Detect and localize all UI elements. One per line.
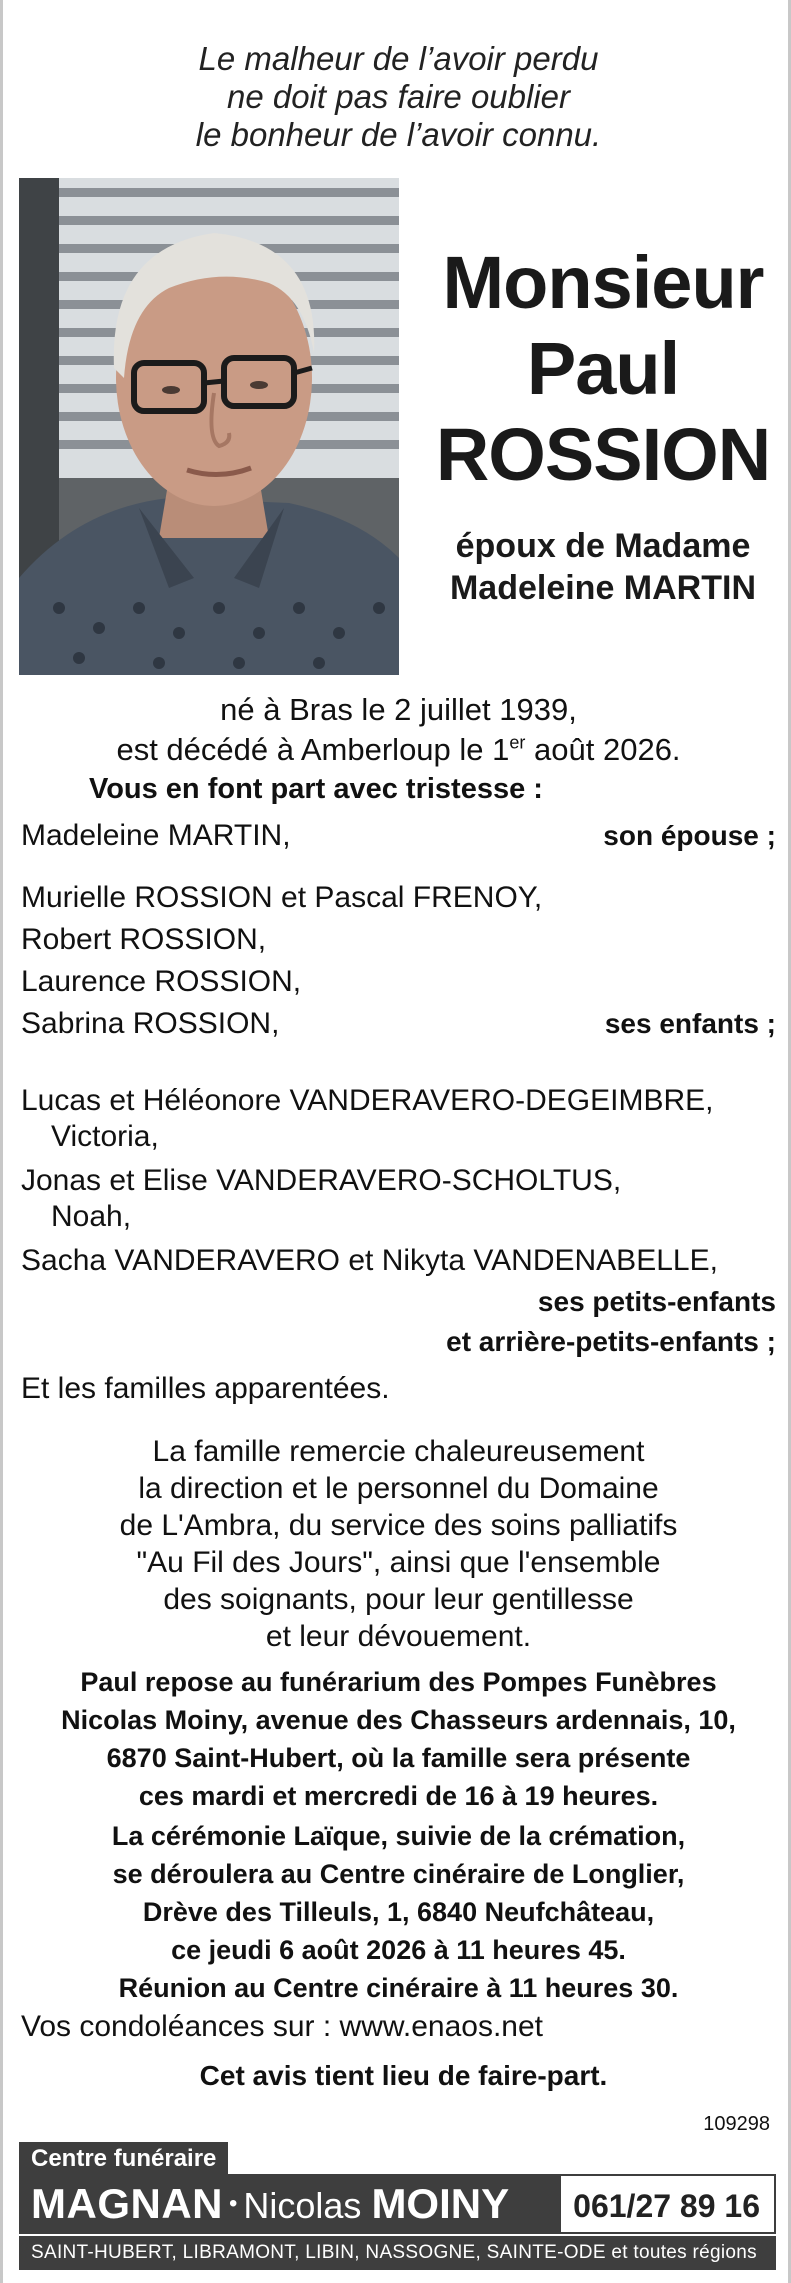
birth-line: né à Bras le 2 juillet 1939, <box>220 692 577 727</box>
grandchildren-section <box>21 1080 776 1410</box>
list-item: Robert ROSSION, <box>21 923 267 956</box>
list-item: Murielle ROSSION et Pascal FRENOY, <box>21 881 543 914</box>
reference-number: 109298 <box>703 2113 770 2135</box>
director-name: Nicolas MOINY <box>243 2180 510 2227</box>
spouse-line: Madeleine MARTIN <box>449 569 757 607</box>
quote-line: ne doit pas faire oublier <box>226 78 571 115</box>
spouse-section <box>21 815 776 857</box>
family-role: et arrière-petits-enfants ; <box>446 1326 776 1357</box>
visitation-paragraph: Paul repose au funérarium des Pompes Funèbres Nicolas Moiny, avenue des Chasseurs ardennais, 10, 6870 Saint-Hubert, où la famille sera présente ces mardi et mercredi de 16 à 19 heures. <box>61 1667 736 1811</box>
family-name: Madeleine MARTIN, <box>21 819 291 852</box>
thanks-paragraph: La famille remercie chaleureusement la direction et le personnel du Domaine de L'Ambra, du service des soins palliatifs "Au Fil des Jours", ainsi que l'ensemble des soignants, pour leur gentillesse et leur dévouement. <box>119 1435 678 1653</box>
quote-line: Le malheur de l’avoir perdu <box>198 40 599 77</box>
announcement-heading: Vous en font part avec tristesse : <box>89 773 543 805</box>
separator-dot: • <box>228 2190 238 2217</box>
list-item: Noah, <box>51 1200 132 1233</box>
list-item: Jonas et Elise VANDERAVERO-SCHOLTUS, <box>21 1164 622 1197</box>
death-line: est décédé à Amberloup le 1er août 2026. <box>116 732 681 767</box>
service-cities: SAINT-HUBERT, LIBRAMONT, LIBIN, NASSOGNE, SAINTE-ODE et toutes régions <box>19 2236 776 2270</box>
list-item: Sacha VANDERAVERO et Nikyta VANDENABELLE, <box>21 1244 718 1277</box>
funeral-home-banner <box>19 2142 776 2270</box>
list-item: Lucas et Héléonore VANDERAVERO-DEGEIMBRE, <box>21 1084 714 1117</box>
faire-part-note: Cet avis tient lieu de faire-part. <box>199 2060 608 2091</box>
family-role: son épouse ; <box>603 820 776 851</box>
list-item <box>21 815 776 857</box>
honorific: Monsieur <box>442 241 764 324</box>
condolences-line: Vos condoléances sur : www.enaos.net <box>21 2010 543 2043</box>
brand-name: MAGNAN <box>31 2180 223 2227</box>
banner-bar <box>19 2174 776 2234</box>
last-name: ROSSION <box>435 413 771 496</box>
family-role: ses enfants ; <box>604 1008 776 1039</box>
spouse-line: époux de Madame <box>455 527 751 565</box>
list-item: Et les familles apparentées. <box>21 1372 390 1405</box>
portrait-photo <box>19 178 399 675</box>
phone-number: 061/27 89 16 <box>559 2174 776 2234</box>
family-role: ses petits-enfants <box>537 1286 776 1317</box>
list-item: Victoria, <box>51 1120 159 1153</box>
ceremony-paragraph: La cérémonie Laïque, suivie de la crémation, se déroulera au Centre cinéraire de Longlier, Drève des Tilleuls, 1, 6840 Neufchâteau, ce jeudi 6 août 2026 à 11 heures 45. Réunion au Centre cinéraire à 11 heures 30. <box>111 1821 686 2003</box>
quote-line: le bonheur de l’avoir connu. <box>195 116 602 153</box>
spouse-info <box>423 525 783 609</box>
deceased-name <box>423 240 783 498</box>
life-dates <box>3 690 791 770</box>
list-item: Sabrina ROSSION, ses enfants ; <box>21 1003 776 1045</box>
banner-tag: Centre funéraire <box>19 2142 228 2174</box>
children-section <box>21 877 776 1045</box>
memorial-quote <box>3 40 791 154</box>
list-item: Laurence ROSSION, <box>21 965 302 998</box>
first-name: Paul <box>526 327 680 410</box>
